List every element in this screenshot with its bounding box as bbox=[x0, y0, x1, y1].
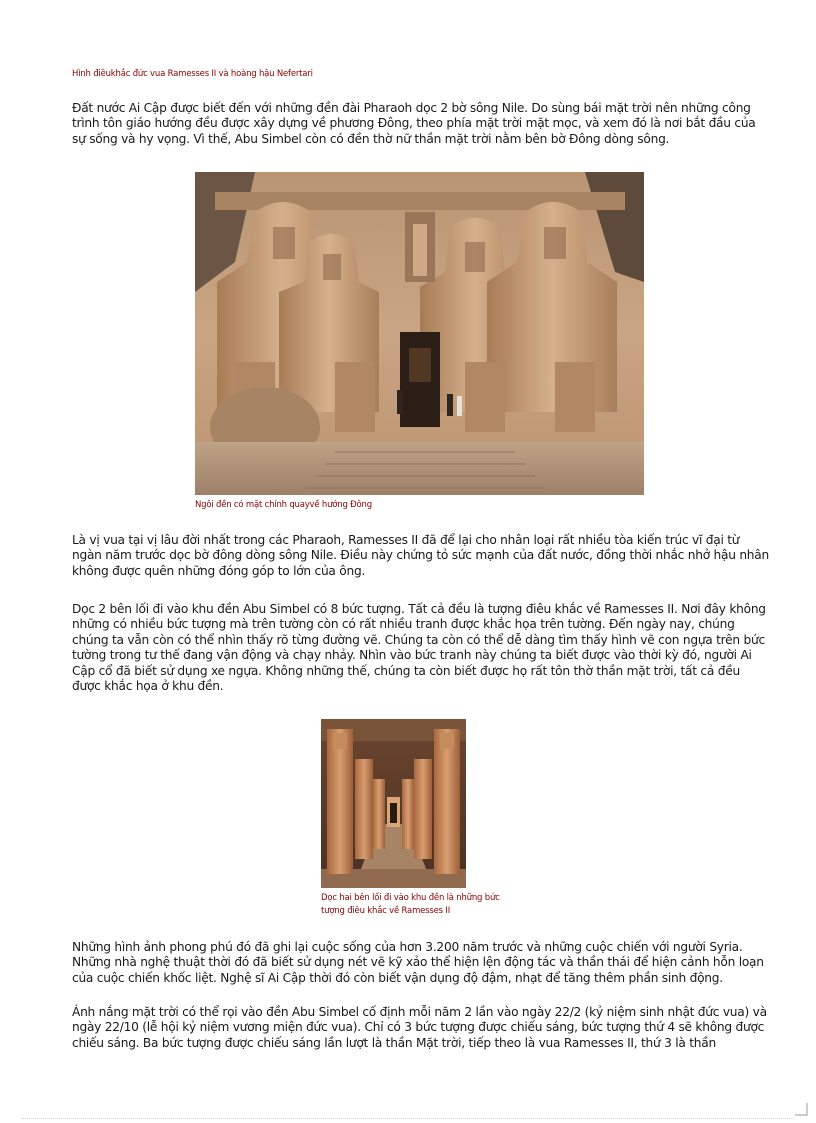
page-corner-mark bbox=[794, 1101, 808, 1115]
paragraph-history: Những hình ảnh phong phú đó đã ghi lại cuộc sống của hơn 3.200 năm trước và những cuộc chiến với người Syria. Những nhà nghệ thuật thời đó đã biết sử dụng nét vẽ kỹ xảo thể hiện lện động tác và thần thái để hiện cảnh hỗn loạn của cuộc chiến khốc liệt. Nghệ sĩ Ai Cập thời đó còn biết vận dụng độ đậm, nhạt để tăng thêm phần sinh động. bbox=[72, 940, 764, 985]
top-caption: Hình điêukhắc đức vua Ramesses II và hoàng hậu Nefertari bbox=[72, 69, 313, 79]
corridor-caption-line-2: tượng điêu khắc về Ramesses II bbox=[321, 906, 451, 916]
paragraph-intro: Đất nước Ai Cập được biết đến với những đền đài Pharaoh dọc 2 bờ sông Nile. Do sùng bái mặt trời nên những công trình tôn giáo hướng đều được xây dựng về phương Đông, theo phía mặt trời mặt mọc, và xem đó là nơi bắt đầu của sự sống và hy vọng. Vì thế, Abu Simbel còn có đền thờ nữ thần mặt trời nằm bên bờ Đông dòng sông. bbox=[72, 101, 756, 146]
paragraph-ramesses: Là vị vua tại vị lâu đời nhất trong các Pharaoh, Ramesses II đã để lại cho nhân loại rất nhiều tòa kiến trúc vĩ đại từ ngàn năm trước dọc bờ đông dòng sông Nile. Điều này chứng tỏ sức mạnh của đất nước, đồng thời nhắc nhở hậu nhân không được quên những đóng góp to lớn của ông. bbox=[72, 533, 769, 578]
temple-corridor-photo bbox=[321, 719, 466, 888]
page-bottom-divider bbox=[22, 1118, 794, 1119]
paragraph-statues: Dọc 2 bên lối đi vào khu đền Abu Simbel có 8 bức tượng. Tất cả đều là tượng điêu khắc về Ramesses II. Nơi đây không những có nhiều bức tượng mà trên tường còn có rất nhiều tranh được khắc họa trên tường. Đến ngày nay, chúng chúng ta vẫn còn có thể nhìn thấy rõ từng đường vẽ. Chúng ta còn có thể dễ dàng tìm thấy hình vẽ con ngựa trên bức tường trong tư thế đang vận động và chạy nhảy. Nhìn vào bức tranh này chúng ta biết được vào thời kỳ đó, người Ai Cập cổ đã biết sử dụng xe ngựa. Không những thế, chúng ta còn biết được họ rất tôn thờ thần mặt trời, tất cả đều được khắc họa ở khu đền. bbox=[72, 602, 766, 694]
temple-caption: Ngôi đền có mặt chính quayvề hướng Đông bbox=[195, 500, 372, 510]
corridor-caption-line-1: Dọc hai bên lối đi vào khu đền là những bức bbox=[321, 893, 500, 903]
paragraph-sunlight: Ánh nắng mặt trời có thể rọi vào đền Abu Simbel cố định mỗi năm 2 lần vào ngày 22/2 (kỷ niệm sinh nhật đức vua) và ngày 22/10 (lễ hội kỷ niệm vương miện đức vua). Chỉ có 3 bức tượng được chiếu sáng, bức tượng thứ 4 sẽ không được chiếu sáng. Ba bức tượng được chiếu sáng lần lượt là thần Mặt trời, tiếp theo là vua Ramesses II, thứ 3 là thần bbox=[72, 1005, 767, 1050]
abu-simbel-temple-photo bbox=[195, 172, 644, 495]
